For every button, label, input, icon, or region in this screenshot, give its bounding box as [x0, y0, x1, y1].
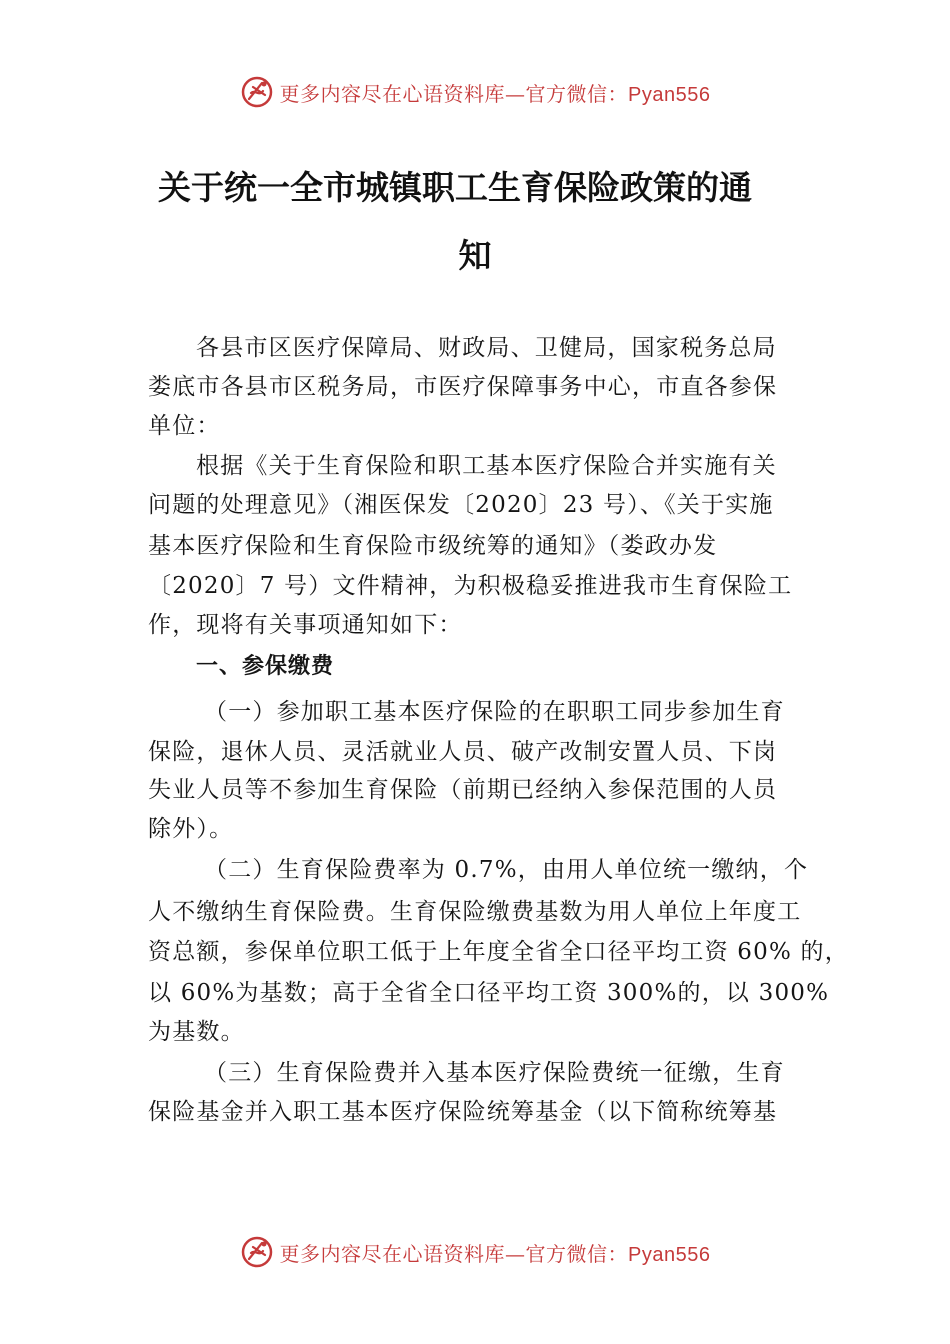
body-line: 作，现将有关事项通知如下：	[148, 612, 463, 638]
body-line: 问题的处理意见》（湘医保发〔2020〕23 号）、《关于实施	[148, 492, 774, 518]
watermark-footer	[0, 1232, 950, 1272]
body-line: 失业人员等不参加生育保险（前期已经纳入参保范围的人员	[148, 777, 778, 803]
body-line: 保险基金并入职工基本医疗保险统筹基金（以下简称统筹基	[148, 1099, 778, 1125]
body-line: 以 60%为基数；高于全省全口径平均工资 300%的，以 300%	[148, 980, 830, 1006]
watermark-wechat-id: Pyan556	[628, 1243, 711, 1266]
section-heading: 一、参保缴费	[196, 654, 335, 679]
watermark-label: 更多内容尽在心语资料库—官方微信：	[279, 81, 629, 106]
body-line: （二）生育保险费率为 0.7%，由用人单位统一缴纳，个	[204, 857, 809, 883]
watermark-header	[0, 72, 950, 112]
body-line: 各县市区医疗保障局、财政局、卫健局，国家税务总局	[196, 335, 777, 361]
body-line: 为基数。	[148, 1019, 245, 1045]
body-line: 除外）。	[148, 816, 234, 842]
body-line: 〔2020〕7 号）文件精神，为积极稳妥推进我市生育保险工	[148, 573, 793, 599]
body-line: 人不缴纳生育保险费。生育保险缴费基数为用人单位上年度工	[148, 899, 802, 925]
body-line: 基本医疗保险和生育保险市级统筹的通知》（娄政办发	[148, 533, 718, 559]
red-circle-logo-icon	[240, 1235, 274, 1269]
body-line: 单位：	[148, 413, 221, 439]
body-line: 娄底市各县市区税务局，市医疗保障事务中心，市直各参保	[148, 374, 778, 400]
document-title-line1: 关于统一全市城镇职工生育保险政策的通	[158, 168, 752, 207]
watermark-text	[280, 1238, 711, 1267]
body-line: 保险，退休人员、灵活就业人员、破产改制安置人员、下岗	[148, 739, 778, 765]
body-line: （三）生育保险费并入基本医疗保险费统一征缴，生育	[204, 1060, 785, 1086]
watermark-text	[280, 78, 711, 107]
document-title-line2: 知	[458, 236, 492, 275]
watermark-wechat-id: Pyan556	[628, 83, 711, 106]
watermark-label: 更多内容尽在心语资料库—官方微信：	[279, 1241, 629, 1266]
red-circle-logo-icon	[240, 75, 274, 109]
body-line: 根据《关于生育保险和职工基本医疗保险合并实施有关	[196, 453, 777, 479]
body-line: 资总额，参保单位职工低于上年度全省全口径平均工资 60% 的，	[148, 939, 849, 965]
body-line: （一）参加职工基本医疗保险的在职职工同步参加生育	[204, 699, 785, 725]
